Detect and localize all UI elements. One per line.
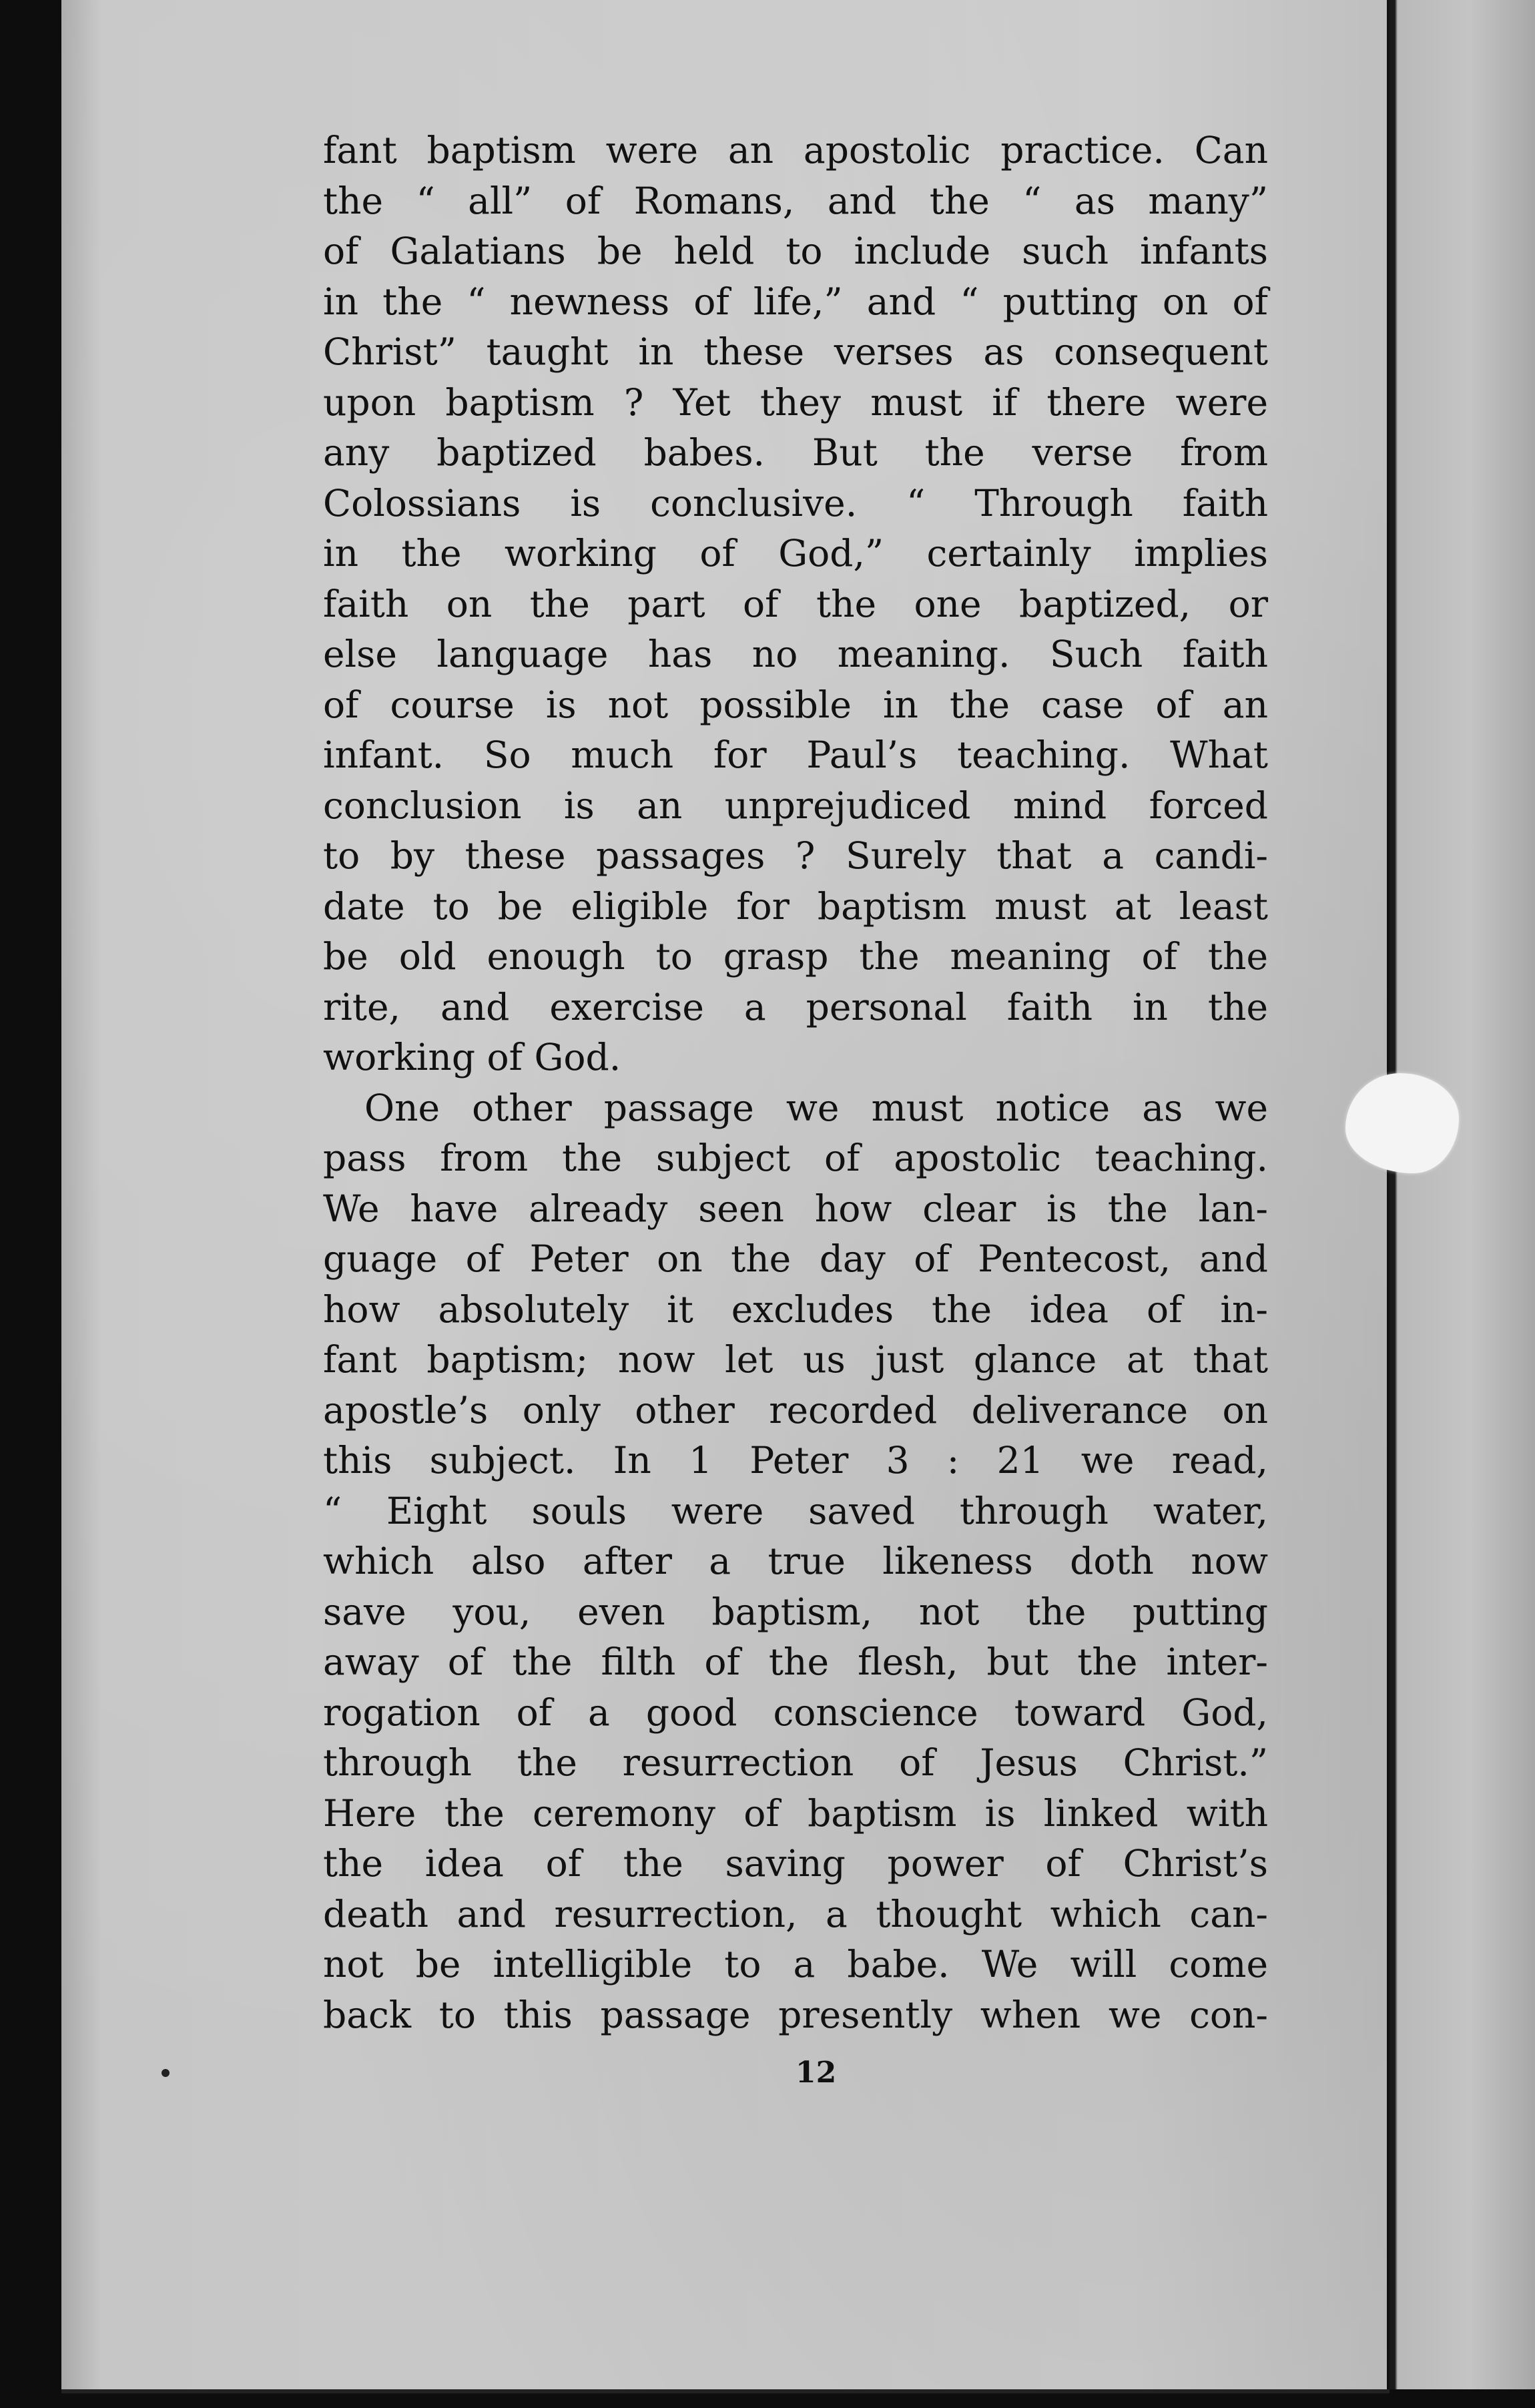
text-line: We have already seen how clear is the lan-	[323, 1187, 1268, 1230]
text-line: date to be eligible for baptism must at least	[323, 884, 1268, 928]
paragraph-start-line: One other passage we must notice as we	[364, 1086, 1268, 1129]
text-line: away of the filth of the flesh, but the inter-	[323, 1640, 1268, 1683]
text-line: the idea of the saving power of Christ’s	[323, 1842, 1268, 1885]
text-line: death and resurrection, a thought which can-	[323, 1892, 1268, 1935]
body-text	[323, 125, 1268, 2040]
text-line: through the resurrection of Jesus Christ.”	[323, 1741, 1268, 1784]
text-line: Christ” taught in these verses as consequent	[323, 330, 1268, 373]
text-line: which also after a true likeness doth now	[323, 1540, 1268, 1582]
text-line: Colossians is conclusive. “ Through faith	[323, 481, 1268, 525]
text-line: in the working of God,” certainly implies	[323, 532, 1268, 575]
text-line: save you, even baptism, not the putting	[323, 1590, 1268, 1633]
text-line: else language has no meaning. Such faith	[323, 633, 1268, 675]
text-line: be old enough to grasp the meaning of the	[323, 935, 1268, 978]
paper-tear-mark	[1345, 1073, 1459, 1173]
text-line: the “ all” of Romans, and the “ as many”	[323, 179, 1268, 222]
text-line: not be intelligible to a babe. We will come	[323, 1943, 1268, 1986]
text-line: how absolutely it excludes the idea of in-	[323, 1287, 1268, 1331]
text-line: guage of Peter on the day of Pentecost, and	[323, 1237, 1268, 1280]
text-line: rite, and exercise a personal faith in the	[323, 985, 1268, 1028]
text-line: in the “ newness of life,” and “ putting on of	[323, 280, 1268, 323]
text-line: conclusion is an unprejudiced mind forced	[323, 784, 1268, 827]
text-line: Here the ceremony of baptism is linked with	[323, 1791, 1268, 1835]
text-line: rogation of a good conscience toward God,	[323, 1691, 1268, 1734]
adjacent-page-edge	[1390, 0, 1535, 2389]
text-line: to by these passages ? Surely that a candi-	[323, 834, 1268, 877]
ink-speck	[162, 2069, 170, 2077]
text-line: “ Eight souls were saved through water,	[323, 1489, 1268, 1532]
text-line: fant baptism were an apostolic practice. Can	[323, 129, 1268, 172]
text-line: faith on the part of the one baptized, or	[323, 582, 1268, 625]
book-page	[61, 0, 1390, 2393]
text-line: of course is not possible in the case of an	[323, 683, 1268, 726]
text-line: back to this passage presently when we con-	[323, 1993, 1268, 2036]
text-line: upon baptism ? Yet they must if there were	[323, 380, 1268, 424]
text-line: pass from the subject of apostolic teaching.	[323, 1137, 1268, 1179]
text-line: of Galatians be held to include such infants	[323, 230, 1268, 272]
text-line: infant. So much for Paul’s teaching. What	[323, 733, 1268, 776]
text-line: any baptized babes. But the verse from	[323, 431, 1268, 474]
paragraph-end-line: working of God.	[323, 1036, 621, 1079]
text-line: fant baptism; now let us just glance at that	[323, 1338, 1268, 1381]
page-number: 12	[796, 2056, 837, 2090]
text-line: this subject. In 1 Peter 3 : 21 we read,	[323, 1439, 1268, 1482]
text-line: apostle’s only other recorded deliverance on	[323, 1388, 1268, 1432]
